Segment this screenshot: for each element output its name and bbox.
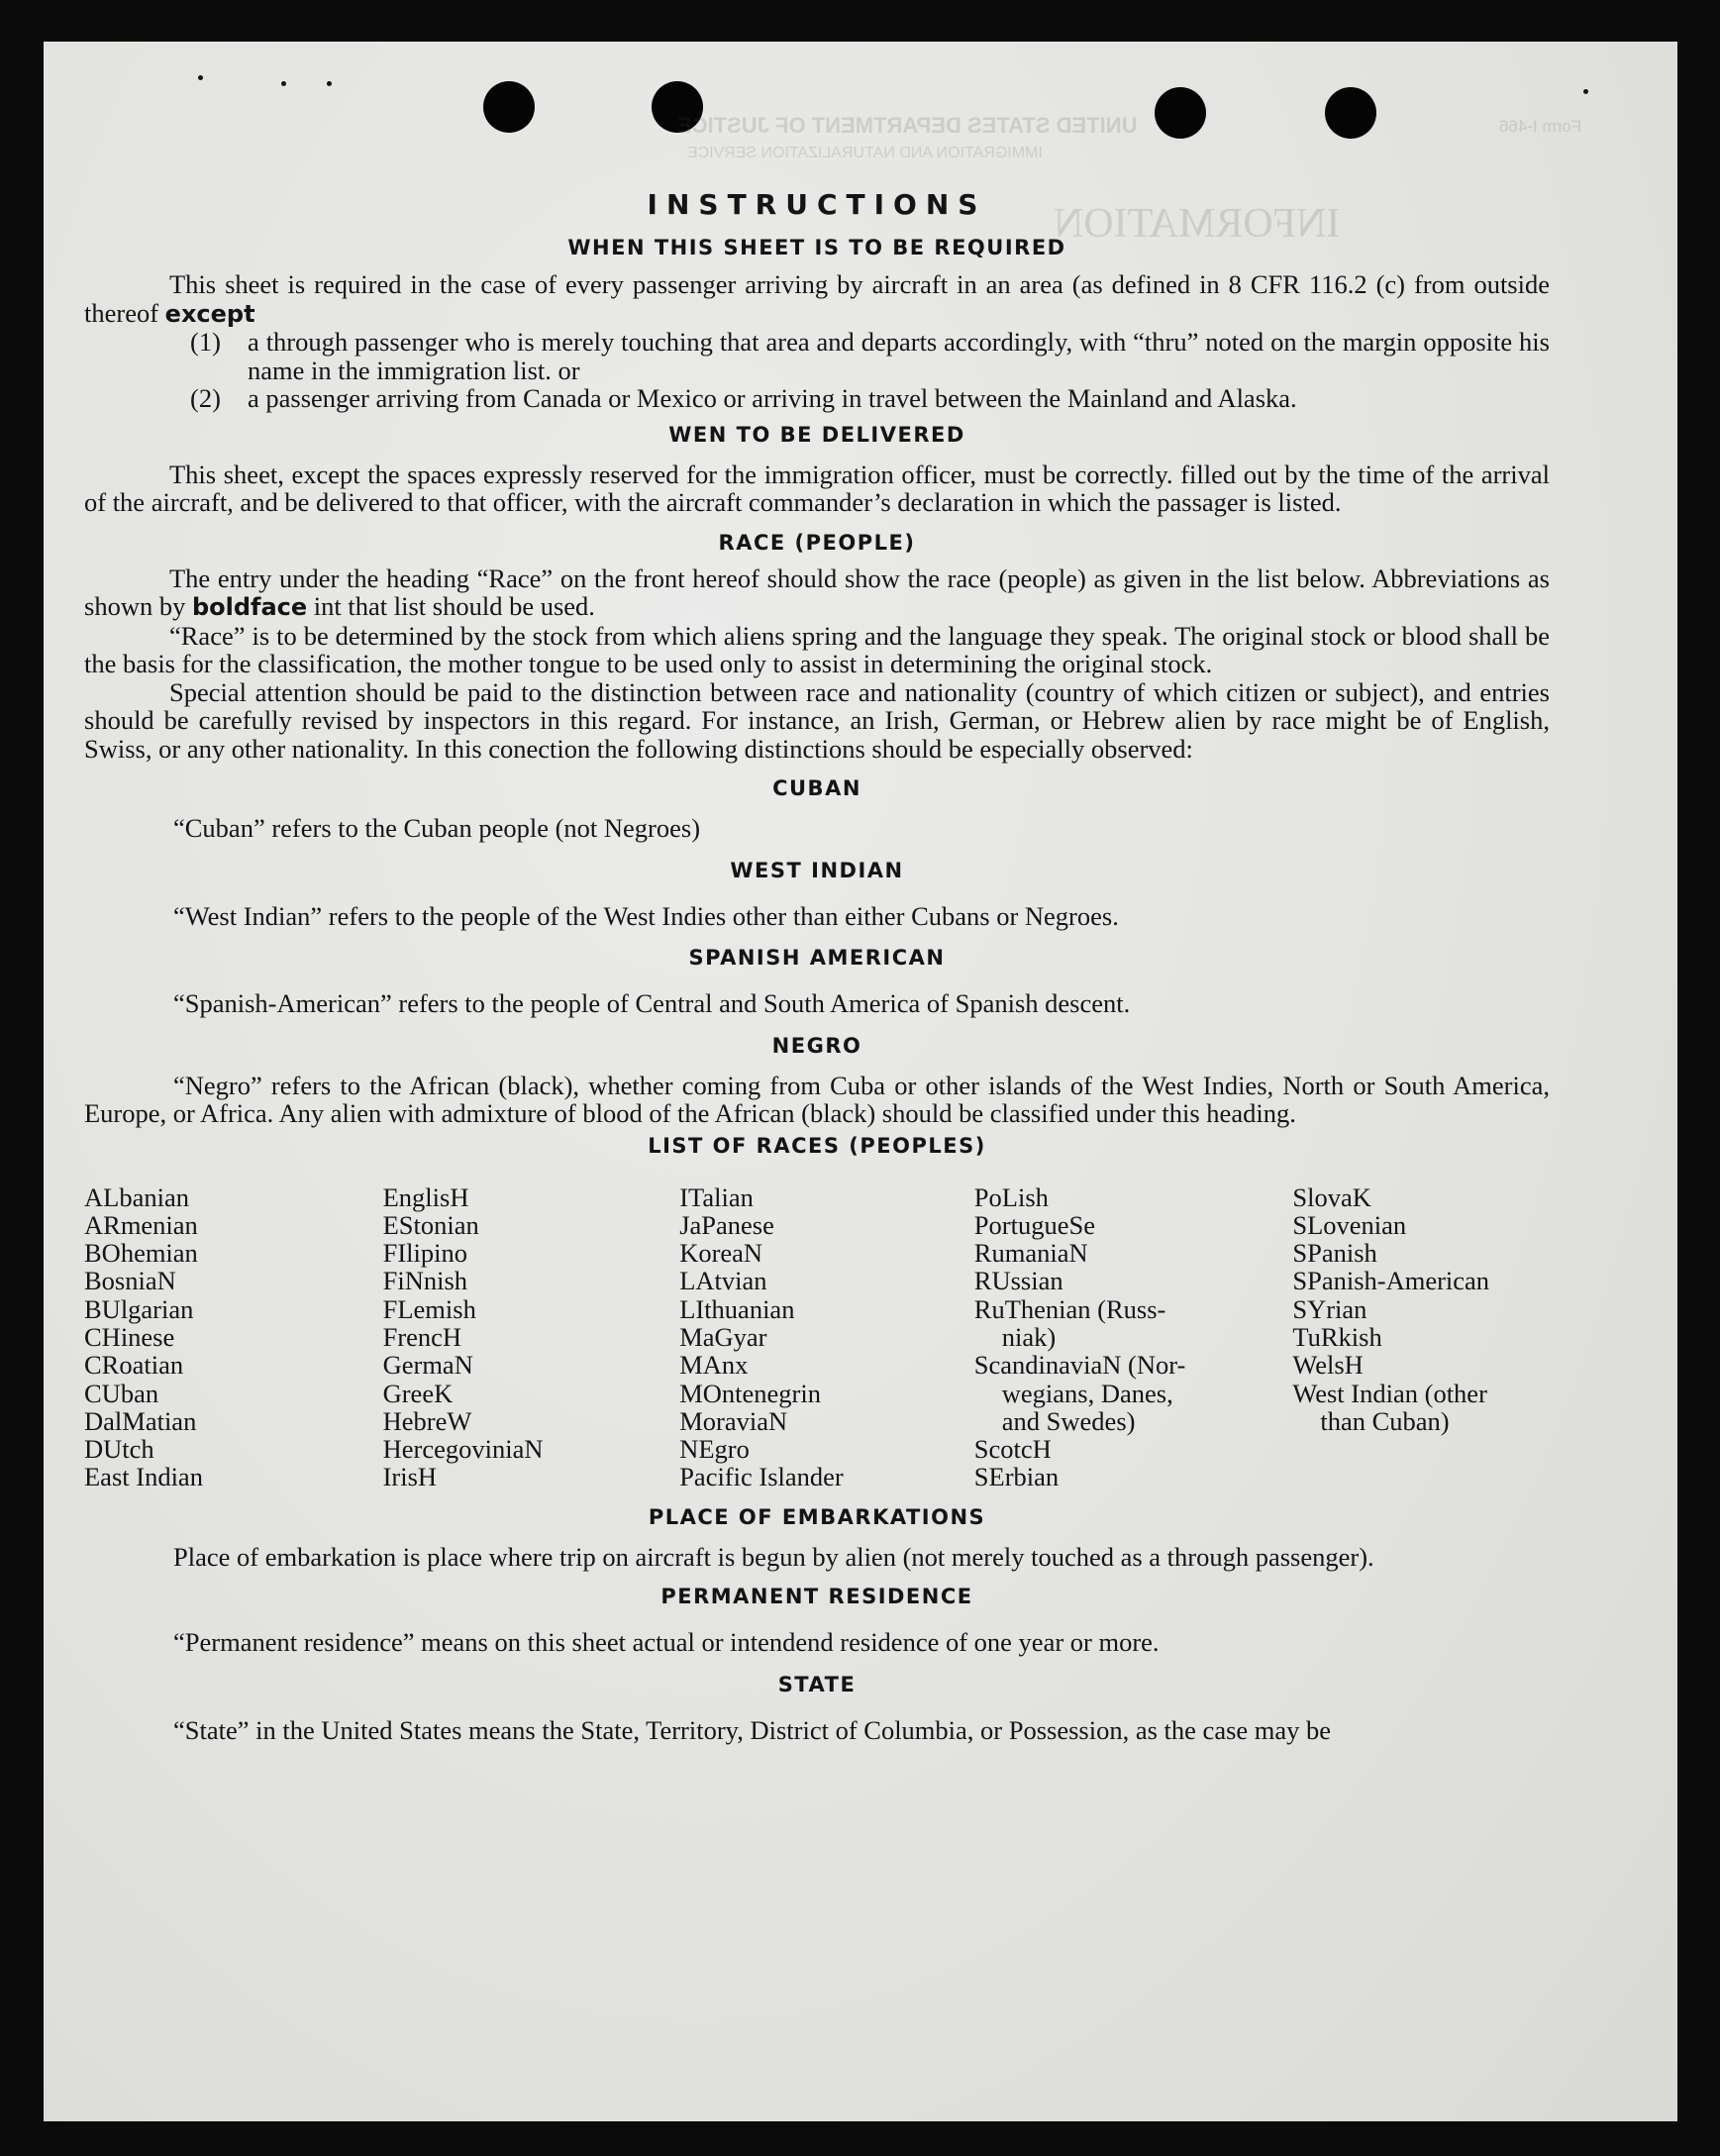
races-column	[1292, 1183, 1550, 1491]
race-name: MOntenegrin	[679, 1378, 821, 1408]
race-name: SPanish-American	[1292, 1266, 1490, 1296]
section-heading-required: WHEN THIS SHEET IS TO BE REQUIRED	[567, 236, 1066, 259]
race-name: MAnx	[679, 1350, 749, 1381]
race-entry	[974, 1463, 1293, 1490]
race-entry	[1292, 1351, 1550, 1379]
race-name: FLemish	[382, 1293, 476, 1324]
bleed-through-form-number: Form I-466	[1499, 117, 1582, 136]
race-bold-word: boldface	[191, 593, 308, 621]
race-entry	[84, 1267, 383, 1294]
section-heading-list: LIST OF RACES (PEOPLES)	[648, 1133, 986, 1158]
required-emphasis: except	[164, 299, 255, 328]
race-entry	[1292, 1267, 1550, 1294]
exception-text: a passenger arriving from Canada or Mexico or arriving in travel between the Mainland and Alaska.	[248, 383, 1297, 413]
delivered-paragraph: This sheet, except the spaces expressly reserved for the immigration officer, must be correctly. filled out by the time of the arrival of the aircraft, and be delivered to that officer, with the aircraft commander’s declaration in which the passager is listed.	[84, 459, 1550, 517]
west-indian-paragraph: “West Indian” refers to the people of the West Indies other than either Cubans or Negroes.	[173, 900, 1119, 931]
race-name: SPanish	[1292, 1238, 1377, 1269]
race-name: ScotcH	[973, 1434, 1052, 1465]
race-name: PortugueSe	[973, 1209, 1095, 1240]
dust-speck	[327, 81, 332, 86]
race-entry	[84, 1239, 383, 1267]
race-name: ITalian	[679, 1181, 754, 1212]
race-name: CHinese	[84, 1321, 175, 1352]
race-entry	[383, 1351, 680, 1379]
race-name: SYrian	[1292, 1293, 1367, 1324]
race-entry	[974, 1435, 1293, 1463]
section-heading-negro: NEGRO	[771, 1033, 862, 1058]
race-name: WelsH	[1292, 1350, 1364, 1381]
race-entry	[383, 1323, 680, 1351]
race-name-continuation: than Cuban)	[1320, 1405, 1450, 1436]
race-paragraph-2: “Race” is to be determined by the stock from which aliens spring and the language they speak. The original stock or blood shall be the basis for the classification, the mother tongue to be used only to assist in determining the original stock.	[84, 620, 1550, 678]
race-entry	[1292, 1380, 1550, 1436]
race-entry	[974, 1239, 1293, 1267]
race-entry	[974, 1183, 1293, 1211]
section-heading-embarkation: PLACE OF EMBARKATIONS	[648, 1504, 986, 1529]
race-name: GreeK	[382, 1378, 454, 1408]
race-name: BosniaN	[84, 1266, 176, 1296]
race-paragraph-3: Special attention should be paid to the distinction between race and nationality (country of which citizen or subject), and entries should be carefully revised by inspectors in this regard. For instance, an Irish, German, or Hebrew alien by race might be of English, Swiss, or any other nationality. In this conection the following distinctions should be especially observed:	[84, 676, 1550, 764]
race-name: West Indian (other	[1292, 1378, 1487, 1408]
race-name: RUssian	[973, 1266, 1063, 1296]
race-entry	[383, 1380, 680, 1407]
race-entry	[679, 1183, 974, 1211]
race-name: HebreW	[382, 1405, 472, 1436]
race-entry	[383, 1183, 680, 1211]
race-name: FrencH	[382, 1321, 462, 1352]
bleed-through-subheader: IMMIGRATION AND NATURALIZATION SERVICE	[687, 145, 1043, 161]
page-title: INSTRUCTIONS	[647, 188, 987, 221]
dust-speck	[281, 81, 286, 86]
embarkation-paragraph: Place of embarkation is place where trip on aircraft is begun by alien (not merely touched as a through passenger).	[173, 1541, 1374, 1572]
race-paragraph-1	[84, 565, 1550, 622]
race-entry	[679, 1463, 974, 1490]
section-heading-west-indian: WEST INDIAN	[730, 858, 904, 882]
race-name: KoreaN	[679, 1238, 763, 1269]
races-column	[679, 1183, 974, 1491]
residence-paragraph: “Permanent residence” means on this sheet actual or intendend residence of one year or more.	[173, 1627, 1160, 1658]
race-name-continuation: wegians, Danes,	[1001, 1378, 1173, 1408]
races-table	[84, 1183, 1550, 1491]
race-name: FIlipino	[382, 1238, 467, 1269]
race-entry	[974, 1351, 1293, 1435]
race-name: ALbanian	[84, 1181, 189, 1212]
race-name: LIthuanian	[679, 1293, 795, 1324]
state-paragraph: “State” in the United States means the State, Territory, District of Columbia, or Possession, as the case may be	[173, 1714, 1332, 1745]
race-entry	[383, 1407, 680, 1435]
race-name: SErbian	[973, 1462, 1060, 1492]
race-entry	[1292, 1183, 1550, 1211]
exception-item	[190, 328, 1550, 384]
races-column	[383, 1183, 680, 1491]
required-text: This sheet is required in the case of every passenger arriving by aircraft in an area (as defined in 8 CFR 116.2 (c) from outside thereof	[84, 269, 1550, 328]
race-entry	[84, 1351, 383, 1379]
race-entry	[383, 1463, 680, 1490]
race-entry	[1292, 1211, 1550, 1239]
race-name: EnglisH	[382, 1181, 469, 1212]
race-name: ScandinaviaN (Nor-	[973, 1350, 1186, 1381]
race-name: SLovenian	[1292, 1209, 1407, 1240]
race-name: MaGyar	[679, 1321, 767, 1352]
punch-hole	[1325, 87, 1376, 139]
race-name: ARmenian	[84, 1209, 198, 1240]
race-name: DUtch	[84, 1434, 154, 1465]
section-heading-delivered: WEN TO BE DELIVERED	[668, 422, 965, 447]
races-column	[84, 1183, 383, 1491]
race-name: SlovaK	[1292, 1181, 1371, 1212]
dust-speck	[198, 75, 203, 80]
race-name: PoLish	[973, 1181, 1049, 1212]
race-entry	[84, 1323, 383, 1351]
punch-hole	[1155, 87, 1206, 139]
race-entry	[974, 1211, 1293, 1239]
race-entry	[383, 1211, 680, 1239]
race-name: Pacific Islander	[679, 1462, 844, 1492]
race-entry	[383, 1435, 680, 1463]
race-name: BOhemian	[84, 1238, 198, 1269]
race-entry	[974, 1267, 1293, 1294]
race-name: LAtvian	[679, 1266, 767, 1296]
race-entry	[1292, 1239, 1550, 1267]
race-text-after: int that list should be used.	[313, 591, 595, 621]
race-name-continuation: niak)	[1001, 1321, 1057, 1352]
race-name: JaPanese	[679, 1209, 774, 1240]
race-entry	[679, 1351, 974, 1379]
race-entry	[383, 1239, 680, 1267]
race-name: CRoatian	[84, 1350, 184, 1381]
punch-hole	[483, 81, 535, 133]
instructions-content	[84, 188, 1550, 1744]
race-name: DalMatian	[84, 1405, 197, 1436]
race-text-before: The entry under the heading “Race” on the front hereof should show the race (people) as given in the list below. Abbreviations as shown by	[84, 563, 1550, 621]
race-entry	[383, 1295, 680, 1323]
race-name: EStonian	[382, 1209, 479, 1240]
bleed-through-title: INFORMATION	[1054, 201, 1341, 247]
section-heading-spanish-american: SPANISH AMERICAN	[688, 946, 946, 970]
race-entry	[84, 1435, 383, 1463]
race-entry	[679, 1239, 974, 1267]
race-name: HercegoviniaN	[382, 1434, 544, 1465]
race-name: TuRkish	[1292, 1321, 1382, 1352]
exception-number: (2)	[190, 383, 221, 413]
required-paragraph	[84, 270, 1550, 328]
exception-number: (1)	[190, 327, 221, 357]
exception-item	[190, 384, 1550, 413]
race-entry	[84, 1407, 383, 1435]
race-entry	[84, 1183, 383, 1211]
race-entry	[679, 1295, 974, 1323]
race-name: MoraviaN	[679, 1405, 788, 1436]
race-name: FiNnish	[382, 1266, 468, 1296]
race-name: NEgro	[679, 1434, 750, 1465]
section-heading-cuban: CUBAN	[772, 776, 861, 800]
exception-text: a through passenger who is merely touching that area and departs accordingly, with “thru” noted on the margin opposite his name in the immigration list. or	[248, 327, 1550, 385]
race-name: BUlgarian	[84, 1293, 194, 1324]
race-name: GermaN	[382, 1350, 473, 1381]
race-entry	[1292, 1295, 1550, 1323]
dust-speck	[1583, 89, 1588, 94]
race-entry	[679, 1435, 974, 1463]
races-column	[974, 1183, 1293, 1491]
race-entry	[679, 1267, 974, 1294]
race-entry	[383, 1267, 680, 1294]
race-name: RuThenian (Russ-	[973, 1293, 1166, 1324]
section-heading-state: STATE	[777, 1672, 857, 1696]
race-entry	[1292, 1323, 1550, 1351]
bleed-through-header: UNITED STATES DEPARTMENT OF JUSTICE	[677, 113, 1138, 138]
race-entry	[84, 1211, 383, 1239]
section-heading-residence: PERMANENT RESIDENCE	[660, 1585, 973, 1609]
negro-paragraph: “Negro” refers to the African (black), whether coming from Cuba or other islands of the West Indies, North or South America, Europe, or Africa. Any alien with admixture of blood of the African (black) should be classified under this heading.	[84, 1070, 1550, 1128]
race-name: IrisH	[382, 1462, 438, 1492]
race-entry	[974, 1295, 1293, 1352]
race-name: RumaniaN	[973, 1238, 1088, 1269]
cuban-paragraph: “Cuban” refers to the Cuban people (not Negroes)	[173, 813, 701, 843]
section-heading-race: RACE (PEOPLE)	[718, 530, 916, 555]
race-entry	[679, 1211, 974, 1239]
race-entry	[84, 1380, 383, 1407]
race-entry	[679, 1407, 974, 1435]
race-entry	[84, 1463, 383, 1490]
spanish-american-paragraph: “Spanish-American” refers to the people of Central and South America of Spanish descent.	[173, 988, 1131, 1018]
race-entry	[679, 1380, 974, 1407]
race-entry	[84, 1295, 383, 1323]
race-name: CUban	[84, 1378, 159, 1408]
race-name-continuation: and Swedes)	[1001, 1405, 1136, 1436]
race-name: East Indian	[84, 1462, 203, 1492]
race-entry	[679, 1323, 974, 1351]
